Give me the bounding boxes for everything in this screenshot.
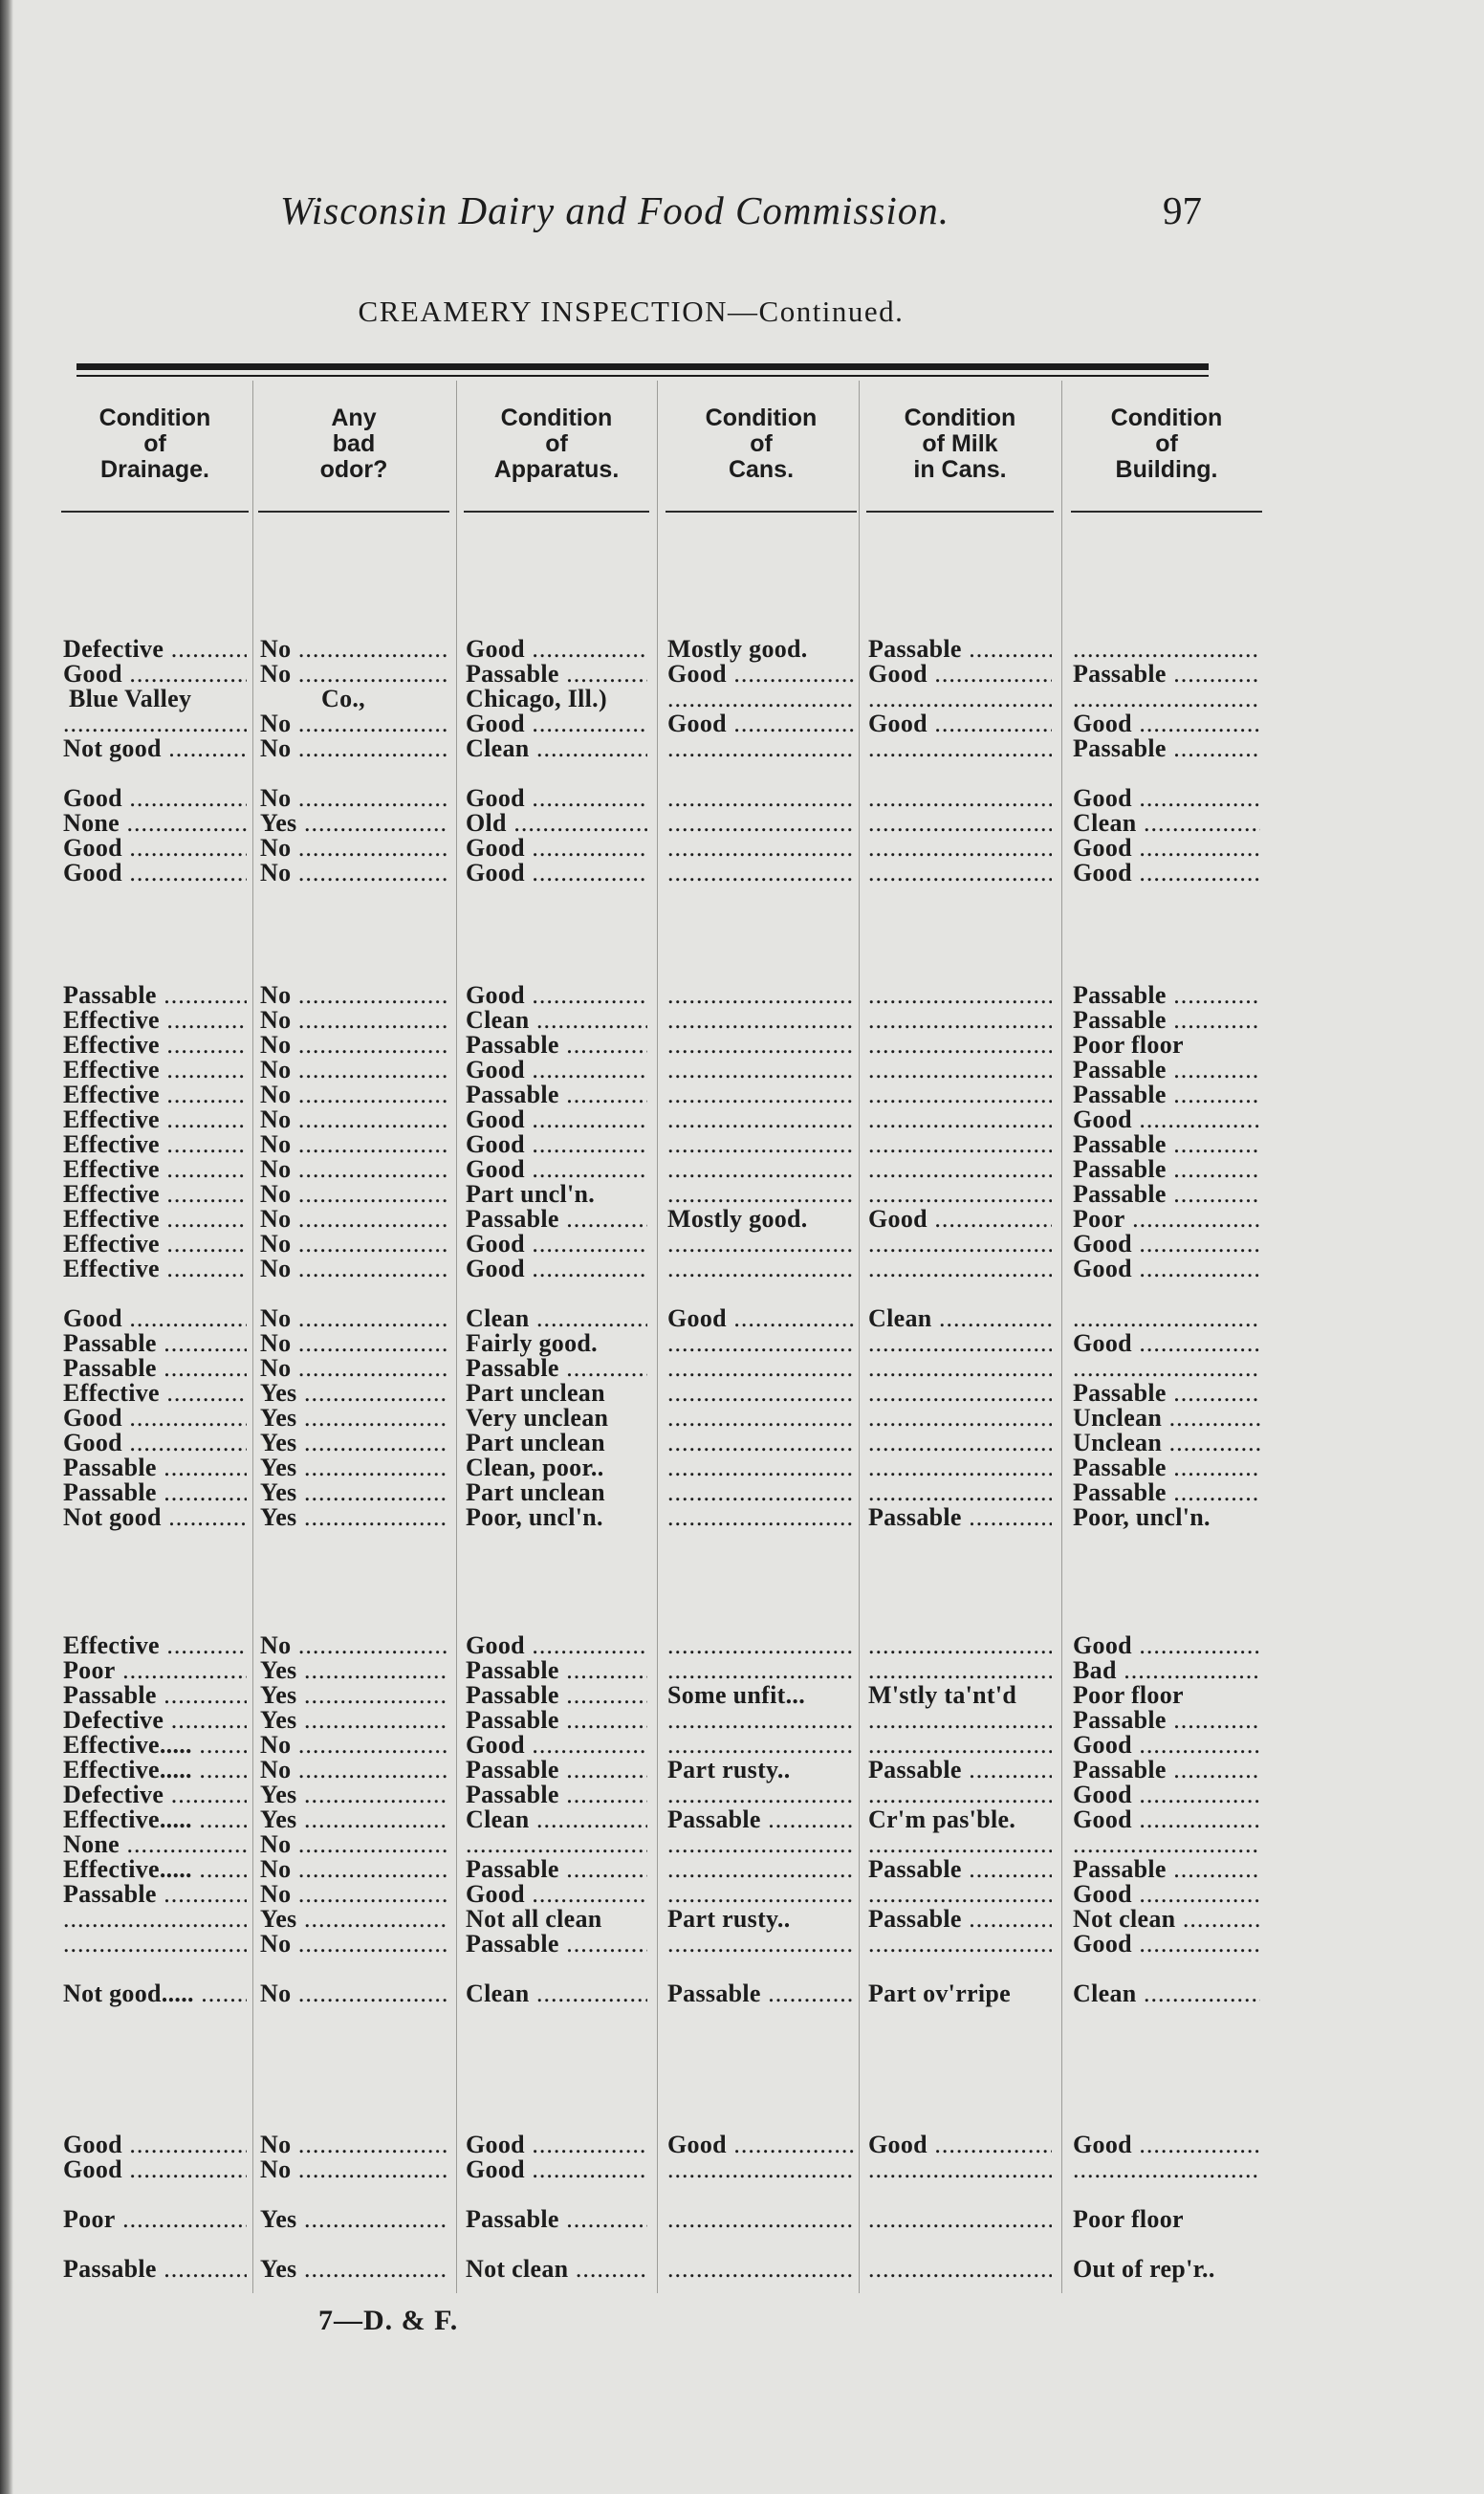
cell-cans	[667, 2155, 855, 2184]
cell-drainage: Not good .....	[63, 734, 247, 763]
cell-apparatus: Part unclean	[466, 1379, 605, 1407]
cell-building: Clean .....	[1073, 1980, 1260, 2008]
cell-apparatus: Passable .....	[466, 1781, 647, 1809]
cell-odor: Yes .....	[260, 809, 447, 838]
cell-building: Passable .....	[1073, 1056, 1260, 1084]
cell-drainage: Good .....	[63, 859, 247, 887]
cell-apparatus: Good .....	[466, 784, 647, 813]
cell-apparatus: Passable .....	[466, 1930, 647, 1958]
cell-apparatus: Not all clean	[466, 1905, 602, 1933]
cell-drainage: Passable .....	[63, 1880, 247, 1909]
column-header-line: Condition	[705, 405, 818, 431]
cell-odor: No .....	[260, 1329, 447, 1358]
cell-drainage: Effective..... .....	[63, 1855, 247, 1884]
cell-drainage: Passable .....	[63, 1478, 247, 1507]
cell-drainage: Passable .....	[63, 981, 247, 1010]
cell-odor: Co.,	[321, 685, 365, 712]
header-underline	[866, 511, 1054, 513]
cell-building: Passable .....	[1073, 1855, 1260, 1884]
cell-cans: Mostly good.	[667, 635, 808, 663]
cell-odor: Yes .....	[260, 1781, 447, 1809]
cell-drainage: Poor .....	[63, 1656, 247, 1685]
column-header-line: bad	[332, 430, 376, 457]
column-header-line: Apparatus.	[493, 456, 620, 483]
cell-odor: Yes .....	[260, 1379, 447, 1408]
column-divider	[859, 381, 860, 2293]
cell-apparatus: Passable .....	[466, 1656, 647, 1685]
cell-apparatus: Passable .....	[466, 1354, 647, 1383]
column-header-line: of	[1155, 430, 1178, 457]
cell-odor: No .....	[260, 2131, 447, 2159]
cell-odor: No .....	[260, 1980, 447, 2008]
cell-building: Good .....	[1073, 1731, 1260, 1760]
cell-building: Passable .....	[1073, 660, 1260, 689]
cell-milk: Good .....	[868, 1205, 1052, 1234]
cell-drainage: Effective..... .....	[63, 1756, 247, 1784]
column-header-odor	[260, 405, 447, 483]
cell-apparatus: Clean .....	[466, 734, 647, 763]
cell-odor: No .....	[260, 1081, 447, 1109]
cell-drainage: Effective .....	[63, 1081, 247, 1109]
cell-milk	[868, 2205, 1052, 2234]
cell-odor: Yes .....	[260, 1429, 447, 1457]
column-header-line: in Cans.	[913, 456, 1007, 483]
cell-apparatus: Clean .....	[466, 1805, 647, 1834]
cell-building: Good .....	[1073, 859, 1260, 887]
cell-cans: Passable .....	[667, 1805, 855, 1834]
cell-odor: No .....	[260, 1304, 447, 1333]
cell-odor: No .....	[260, 1255, 447, 1283]
cell-milk: Clean .....	[868, 1304, 1052, 1333]
cell-odor: No .....	[260, 1180, 447, 1209]
cell-apparatus: Good .....	[466, 981, 647, 1010]
cell-apparatus: Passable .....	[466, 1031, 647, 1060]
cell-building: Poor .....	[1073, 1205, 1260, 1234]
cell-drainage: Good .....	[63, 1304, 247, 1333]
cell-apparatus: Part unclean	[466, 1429, 605, 1456]
cell-apparatus: Good .....	[466, 1130, 647, 1159]
cell-apparatus: Very unclean	[466, 1404, 609, 1432]
cell-odor: Yes .....	[260, 2205, 447, 2234]
cell-building: Passable .....	[1073, 1081, 1260, 1109]
cell-cans	[667, 734, 855, 763]
cell-apparatus: Good .....	[466, 1255, 647, 1283]
cell-apparatus: Passable .....	[466, 1205, 647, 1234]
cell-building: Good .....	[1073, 1105, 1260, 1134]
column-divider	[252, 381, 253, 2293]
cell-odor: No .....	[260, 784, 447, 813]
cell-milk: Passable .....	[868, 1503, 1052, 1532]
cell-drainage	[63, 1930, 247, 1958]
cell-milk	[868, 1255, 1052, 1283]
cell-drainage: Poor .....	[63, 2205, 247, 2234]
cell-building: Good .....	[1073, 1255, 1260, 1283]
cell-odor: No .....	[260, 1205, 447, 1234]
column-divider	[456, 381, 457, 2293]
cell-drainage: Passable .....	[63, 1454, 247, 1482]
cell-odor: No .....	[260, 1155, 447, 1184]
cell-apparatus: Good .....	[466, 635, 647, 664]
cell-milk: Passable .....	[868, 1756, 1052, 1784]
column-header-line: Any	[331, 405, 377, 431]
cell-odor: No .....	[260, 1880, 447, 1909]
column-divider	[1061, 381, 1062, 2293]
cell-odor: Yes .....	[260, 1404, 447, 1433]
header-underline	[666, 511, 857, 513]
cell-drainage: Effective .....	[63, 1006, 247, 1035]
cell-drainage: Blue Valley	[69, 685, 192, 712]
column-header-line: of	[750, 430, 773, 457]
cell-apparatus: Clean, poor..	[466, 1454, 604, 1481]
column-divider	[657, 381, 658, 2293]
cell-odor: No .....	[260, 1631, 447, 1660]
cell-drainage: Effective .....	[63, 1255, 247, 1283]
cell-building: Passable .....	[1073, 1379, 1260, 1408]
cell-odor: Yes .....	[260, 1656, 447, 1685]
cell-drainage: Passable .....	[63, 1681, 247, 1710]
cell-milk	[868, 734, 1052, 763]
cell-cans: Mostly good.	[667, 1205, 808, 1233]
cell-building: Good .....	[1073, 1781, 1260, 1809]
cell-building: Passable .....	[1073, 1006, 1260, 1035]
column-header-line: Condition	[98, 405, 211, 431]
cell-milk: Part ov'rripe	[868, 1980, 1012, 2007]
cell-drainage: Effective .....	[63, 1155, 247, 1184]
cell-drainage: Good .....	[63, 1404, 247, 1433]
cell-building: Good .....	[1073, 1631, 1260, 1660]
cell-building: Good .....	[1073, 784, 1260, 813]
running-head: Wisconsin Dairy and Food Commission.	[280, 188, 949, 232]
cell-cans: Good .....	[667, 710, 855, 738]
cell-building: Good .....	[1073, 710, 1260, 738]
cell-building: Unclean .....	[1073, 1429, 1260, 1457]
column-header-line: of	[545, 430, 568, 457]
column-header-cans	[667, 405, 855, 483]
cell-building: Passable .....	[1073, 1155, 1260, 1184]
header-underline	[61, 511, 249, 513]
cell-apparatus: Old .....	[466, 809, 647, 838]
cell-building: Passable .....	[1073, 1130, 1260, 1159]
cell-milk: Good .....	[868, 2131, 1052, 2159]
cell-milk: Passable .....	[868, 1855, 1052, 1884]
cell-apparatus: Good .....	[466, 710, 647, 738]
cell-cans: Part rusty..	[667, 1756, 791, 1783]
column-header-line: of	[143, 430, 166, 457]
cell-drainage: Effective .....	[63, 1230, 247, 1258]
header-underline	[258, 511, 449, 513]
cell-apparatus: Chicago, Ill.)	[466, 685, 607, 712]
cell-apparatus: Good .....	[466, 2131, 647, 2159]
cell-drainage: Passable .....	[63, 2255, 247, 2284]
cell-building: Good .....	[1073, 1930, 1260, 1958]
top-rule	[76, 363, 1209, 370]
cell-apparatus: Passable .....	[466, 2205, 647, 2234]
cell-odor: No .....	[260, 1130, 447, 1159]
cell-odor: No .....	[260, 1230, 447, 1258]
cell-odor: Yes .....	[260, 1454, 447, 1482]
cell-drainage: None .....	[63, 1830, 247, 1859]
cell-drainage: Good .....	[63, 834, 247, 863]
cell-building: Good .....	[1073, 1329, 1260, 1358]
cell-building: Passable .....	[1073, 1454, 1260, 1482]
cell-drainage: Effective .....	[63, 1130, 247, 1159]
column-header-line: Condition	[904, 405, 1016, 431]
cell-cans	[667, 1930, 855, 1958]
cell-apparatus: Fairly good.	[466, 1329, 598, 1357]
cell-drainage: Effective..... .....	[63, 1805, 247, 1834]
cell-milk: Good .....	[868, 660, 1052, 689]
cell-cans	[667, 2205, 855, 2234]
cell-odor: No .....	[260, 734, 447, 763]
cell-drainage: Good .....	[63, 2155, 247, 2184]
cell-milk	[868, 2155, 1052, 2184]
cell-apparatus: Passable .....	[466, 1756, 647, 1784]
column-header-building	[1073, 405, 1260, 483]
cell-building: Bad .....	[1073, 1656, 1260, 1685]
cell-milk: Passable .....	[868, 635, 1052, 664]
cell-odor: Yes .....	[260, 1905, 447, 1934]
cell-cans: Good .....	[667, 2131, 855, 2159]
cell-drainage: Defective .....	[63, 635, 247, 664]
cell-drainage: Passable .....	[63, 1329, 247, 1358]
cell-milk	[868, 2255, 1052, 2284]
cell-apparatus: Passable .....	[466, 1706, 647, 1735]
cell-building: Good .....	[1073, 2131, 1260, 2159]
cell-building: Passable .....	[1073, 1478, 1260, 1507]
cell-building: Poor floor	[1073, 1681, 1184, 1709]
column-header-line: Cans.	[728, 456, 795, 483]
cell-apparatus: Clean .....	[466, 1980, 647, 2008]
cell-apparatus: Good .....	[466, 834, 647, 863]
column-header-line: Building.	[1115, 456, 1218, 483]
cell-odor: No .....	[260, 1354, 447, 1383]
cell-odor: No .....	[260, 1855, 447, 1884]
cell-cans: Good .....	[667, 1304, 855, 1333]
cell-cans	[667, 1255, 855, 1283]
cell-building: Good .....	[1073, 1880, 1260, 1909]
cell-drainage: Effective .....	[63, 1205, 247, 1234]
cell-drainage: Not good .....	[63, 1503, 247, 1532]
cell-odor: No .....	[260, 1006, 447, 1035]
signature-mark: 7—D. & F.	[318, 2305, 459, 2336]
cell-odor: No .....	[260, 834, 447, 863]
cell-cans	[667, 859, 855, 887]
cell-drainage: Effective .....	[63, 1031, 247, 1060]
column-header-drainage	[63, 405, 247, 483]
cell-odor: No .....	[260, 1930, 447, 1958]
cell-drainage: Defective .....	[63, 1706, 247, 1735]
cell-odor: No .....	[260, 1830, 447, 1859]
column-header-apparatus	[466, 405, 647, 483]
cell-odor: No .....	[260, 1056, 447, 1084]
cell-milk: M'stly ta'nt'd	[868, 1681, 1017, 1709]
cell-drainage: Effective .....	[63, 1105, 247, 1134]
cell-apparatus: Passable .....	[466, 1081, 647, 1109]
cell-drainage: Good .....	[63, 660, 247, 689]
cell-building: Poor, uncl'n.	[1073, 1503, 1211, 1531]
column-header-line: Drainage.	[100, 456, 209, 483]
cell-odor: No .....	[260, 660, 447, 689]
cell-cans: Passable .....	[667, 1980, 855, 2008]
cell-milk: Good .....	[868, 710, 1052, 738]
cell-building: Poor floor	[1073, 1031, 1184, 1059]
cell-building: Good .....	[1073, 1230, 1260, 1258]
cell-drainage: Effective..... .....	[63, 1731, 247, 1760]
cell-drainage: Good .....	[63, 784, 247, 813]
cell-apparatus: Good .....	[466, 1105, 647, 1134]
cell-drainage: Good .....	[63, 2131, 247, 2159]
cell-odor: No .....	[260, 981, 447, 1010]
cell-drainage: None .....	[63, 809, 247, 838]
cell-drainage: Effective .....	[63, 1379, 247, 1408]
cell-building: Clean .....	[1073, 809, 1260, 838]
cell-drainage: Good .....	[63, 1429, 247, 1457]
cell-apparatus: Good .....	[466, 1731, 647, 1760]
cell-cans	[667, 1503, 855, 1532]
header-underline	[464, 511, 649, 513]
cell-apparatus: Good .....	[466, 1631, 647, 1660]
cell-drainage: Defective .....	[63, 1781, 247, 1809]
cell-odor: No .....	[260, 859, 447, 887]
cell-apparatus: Clean .....	[466, 1304, 647, 1333]
cell-building: Poor floor	[1073, 2205, 1184, 2233]
cell-odor: Yes .....	[260, 1681, 447, 1710]
cell-odor: No .....	[260, 1756, 447, 1784]
cell-apparatus: Poor, uncl'n.	[466, 1503, 603, 1531]
cell-apparatus: Part unclean	[466, 1478, 605, 1506]
cell-apparatus: Passable .....	[466, 1681, 647, 1710]
cell-building: Good .....	[1073, 1805, 1260, 1834]
page-edge	[0, 0, 13, 2494]
cell-odor: No .....	[260, 2155, 447, 2184]
cell-milk	[868, 1930, 1052, 1958]
cell-odor: Yes .....	[260, 1805, 447, 1834]
cell-apparatus: Good .....	[466, 1230, 647, 1258]
cell-apparatus: Good .....	[466, 1880, 647, 1909]
cell-apparatus: Passable .....	[466, 660, 647, 689]
cell-cans: Part rusty..	[667, 1905, 791, 1933]
cell-odor: Yes .....	[260, 1478, 447, 1507]
cell-odor: Yes .....	[260, 2255, 447, 2284]
cell-drainage: Effective .....	[63, 1180, 247, 1209]
cell-drainage: Passable .....	[63, 1354, 247, 1383]
cell-apparatus: Good .....	[466, 859, 647, 887]
cell-odor: No .....	[260, 635, 447, 664]
cell-apparatus: Clean .....	[466, 1006, 647, 1035]
column-header-line: Condition	[500, 405, 613, 431]
cell-drainage: Not good..... .....	[63, 1980, 247, 2008]
cell-building: Good .....	[1073, 834, 1260, 863]
cell-milk: Passable .....	[868, 1905, 1052, 1934]
cell-odor: Yes .....	[260, 1706, 447, 1735]
column-header-line: odor?	[319, 456, 388, 483]
cell-building: Not clean .....	[1073, 1905, 1260, 1934]
cell-apparatus: Good .....	[466, 1155, 647, 1184]
cell-building: Passable .....	[1073, 1756, 1260, 1784]
cell-building: Unclean .....	[1073, 1404, 1260, 1433]
cell-apparatus: Part uncl'n.	[466, 1180, 596, 1208]
cell-drainage: Effective .....	[63, 1631, 247, 1660]
cell-building: Passable .....	[1073, 1706, 1260, 1735]
header-underline	[1071, 511, 1262, 513]
cell-odor: No .....	[260, 710, 447, 738]
cell-odor: Yes .....	[260, 1503, 447, 1532]
cell-cans	[667, 2255, 855, 2284]
page-number: 97	[1163, 188, 1202, 232]
top-rule-thin	[76, 375, 1209, 377]
cell-building: Passable .....	[1073, 734, 1260, 763]
cell-apparatus: Not clean .....	[466, 2255, 647, 2284]
cell-milk	[868, 859, 1052, 887]
column-header-line: Condition	[1110, 405, 1223, 431]
cell-cans: Some unfit...	[667, 1681, 806, 1709]
cell-building	[1073, 2155, 1260, 2184]
cell-odor: No .....	[260, 1731, 447, 1760]
cell-odor: No .....	[260, 1031, 447, 1060]
cell-apparatus: Good .....	[466, 1056, 647, 1084]
cell-apparatus: Good .....	[466, 2155, 647, 2184]
cell-building: Passable .....	[1073, 981, 1260, 1010]
cell-apparatus: Passable .....	[466, 1855, 647, 1884]
column-header-milk	[868, 405, 1052, 483]
cell-building: Passable .....	[1073, 1180, 1260, 1209]
column-header-line: of Milk	[922, 430, 998, 457]
cell-cans: Good .....	[667, 660, 855, 689]
table-title: CREAMERY INSPECTION—Continued.	[358, 295, 905, 328]
cell-building: Out of rep'r..	[1073, 2255, 1215, 2283]
cell-odor: No .....	[260, 1105, 447, 1134]
cell-milk: Cr'm pas'ble.	[868, 1805, 1016, 1833]
cell-drainage: Effective .....	[63, 1056, 247, 1084]
